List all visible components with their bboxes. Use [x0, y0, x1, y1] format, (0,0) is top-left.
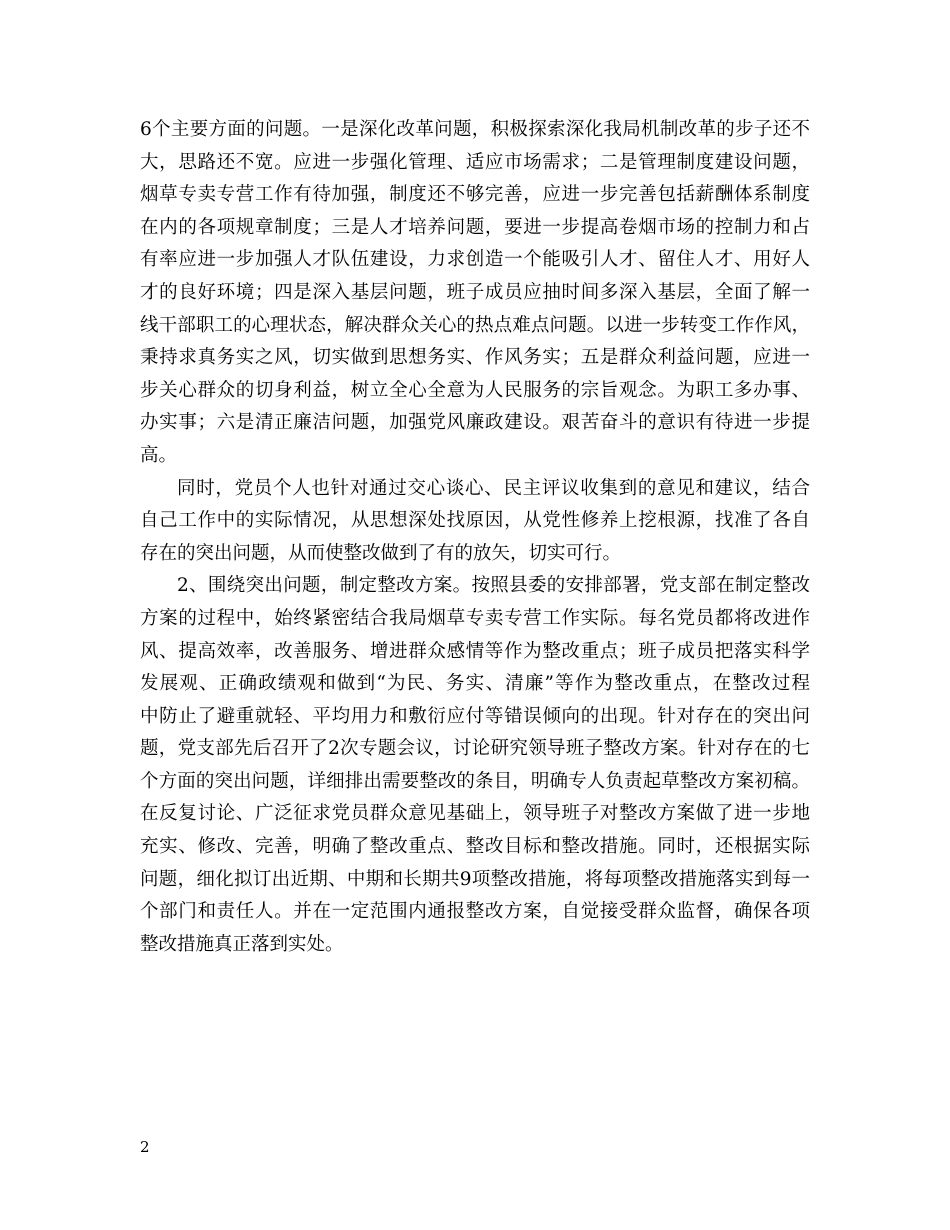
- text-line: 自己工作中的实际情况，从思想深处找原因，从党性修养上挖根源，找准了各自: [140, 510, 810, 532]
- text-line: 秉持求真务实之风，切实做到思想务实、作风务实；五是群众利益问题，应进一: [140, 347, 810, 369]
- paragraph-start-line: 同时，党员个人也针对通过交心谈心、民主评议收集到的意见和建议，结合: [177, 477, 810, 499]
- text-line: 有率应进一步加强人才队伍建设，力求创造一个能吸引人才、留住人才、用好人: [140, 249, 810, 271]
- text-line: 存在的突出问题，从而使整改做到了有的放矢，切实可行。: [140, 542, 622, 564]
- text-line: 线干部职工的心理状态，解决群众关心的热点难点问题。以进一步转变工作作风，: [140, 314, 810, 336]
- text-line: 大，思路还不宽。应进一步强化管理、适应市场需求；二是管理制度建设问题，: [140, 151, 810, 173]
- text-line: 在反复讨论、广泛征求党员群众意见基础上，领导班子对整改方案做了进一步地: [140, 803, 810, 825]
- text-line: 中防止了避重就轻、平均用力和敷衍应付等错误倾向的出现。针对存在的突出问: [140, 705, 810, 727]
- text-line: 方案的过程中，始终紧密结合我局烟草专卖专营工作实际。每名党员都将改进作: [140, 607, 810, 629]
- text-line: 问题，细化拟订出近期、中期和长期共9项整改措施，将每项整改措施落实到每一: [140, 868, 810, 890]
- text-line: 发展观、正确政绩观和做到“为民、务实、清廉”等作为整改重点，在整改过程: [140, 673, 810, 695]
- body-text: [140, 114, 810, 961]
- text-line: 高。: [140, 444, 178, 466]
- text-line: 个方面的突出问题，详细排出需要整改的条目，明确专人负责起草整改方案初稿。: [140, 770, 810, 792]
- text-line: 个部门和责任人。并在一定范围内通报整改方案，自觉接受群众监督，确保各项: [140, 901, 810, 923]
- text-line: 充实、修改、完善，明确了整改重点、整改目标和整改措施。同时，还根据实际: [140, 836, 810, 858]
- paragraph-start-line: 2、围绕突出问题，制定整改方案。按照县委的安排部署，党支部在制定整改: [177, 575, 810, 597]
- text-line: 6个主要方面的问题。一是深化改革问题，积极探索深化我局机制改革的步子还不: [140, 119, 810, 140]
- text-line: 在内的各项规章制度；三是人才培养问题，要进一步提高卷烟市场的控制力和占: [140, 216, 810, 238]
- text-line: 才的良好环境；四是深入基层问题，班子成员应抽时间多深入基层，全面了解一: [140, 281, 810, 303]
- text-line: 整改措施真正落到实处。: [140, 933, 344, 955]
- text-line: 风、提高效率，改善服务、增进群众感情等作为整改重点；班子成员把落实科学: [140, 640, 810, 662]
- page-number: 2: [140, 1138, 150, 1156]
- text-line: 烟草专卖专营工作有待加强，制度还不够完善，应进一步完善包括薪酬体系制度: [140, 184, 810, 206]
- text-line: 步关心群众的切身利益，树立全心全意为人民服务的宗旨观念。为职工多办事、: [140, 379, 810, 401]
- text-line: 办实事；六是清正廉洁问题，加强党风廉政建设。艰苦奋斗的意识有待进一步提: [140, 412, 810, 434]
- text-line: 题，党支部先后召开了2次专题会议，讨论研究领导班子整改方案。针对存在的七: [140, 738, 810, 760]
